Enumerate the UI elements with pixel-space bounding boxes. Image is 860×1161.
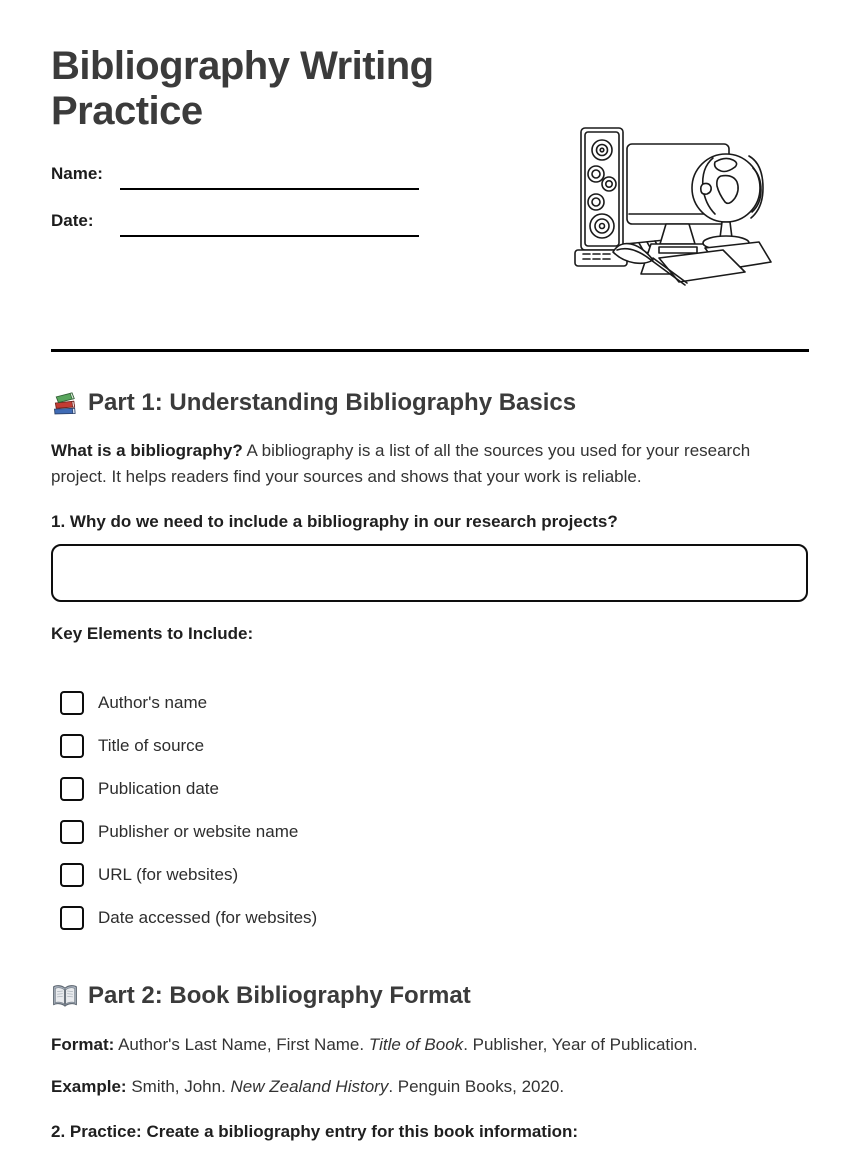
checkbox-publication-date[interactable] — [60, 777, 84, 801]
date-input-line[interactable] — [120, 235, 419, 237]
checkbox-title-of-source[interactable] — [60, 734, 84, 758]
computer-globe-clipart — [563, 122, 773, 295]
format-line — [51, 1033, 796, 1057]
format-label: Format: — [51, 1035, 115, 1054]
section-divider — [51, 349, 809, 352]
checkbox-url[interactable] — [60, 863, 84, 887]
checkbox-label: Date accessed (for websites) — [98, 908, 318, 927]
question-1: 1. Why do we need to include a bibliography in our research projects? — [51, 512, 618, 531]
format-title-italic: Title of Book — [368, 1035, 464, 1054]
format-text-2: . Publisher, Year of Publication. — [463, 1035, 698, 1054]
checkbox-publisher-website[interactable] — [60, 820, 84, 844]
key-elements-heading: Key Elements to Include: — [51, 624, 254, 643]
page-title: Bibliography Writing Practice — [51, 44, 434, 133]
example-text-2: . Penguin Books, 2020. — [388, 1077, 565, 1096]
name-input-line[interactable] — [120, 188, 419, 190]
example-label: Example: — [51, 1077, 127, 1096]
checkbox-label: Publisher or website name — [98, 822, 299, 841]
checklist-row — [60, 734, 317, 758]
intro-text: A bibliography is a list of all the sources you used for your research project. It helps readers find your sources and shows that your work is reliable. — [51, 441, 751, 486]
checklist-row — [60, 906, 317, 930]
question-2: 2. Practice: Create a bibliography entry for this book information: — [51, 1122, 579, 1141]
answer-box-q1[interactable] — [51, 544, 808, 602]
bibliography-definition — [51, 438, 796, 490]
checkbox-date-accessed[interactable] — [60, 906, 84, 930]
name-label: Name: — [51, 164, 103, 183]
checklist-row — [60, 863, 317, 887]
example-title-italic: New Zealand History — [230, 1077, 389, 1096]
checkbox-label: Publication date — [98, 779, 219, 798]
checkbox-label: URL (for websites) — [98, 865, 239, 884]
books-stack-icon — [51, 389, 79, 417]
open-book-icon — [51, 982, 79, 1010]
date-label: Date: — [51, 211, 94, 230]
checkbox-label: Title of source — [98, 736, 205, 755]
example-text-1: Smith, John. — [126, 1077, 231, 1096]
checkbox-label: Author's name — [98, 693, 208, 712]
intro-question-bold: What is a bibliography? — [51, 441, 243, 460]
part1-heading — [51, 388, 576, 418]
part1-heading-text: Part 1: Understanding Bibliography Basics — [88, 389, 577, 416]
checklist-row — [60, 691, 317, 715]
part2-heading — [51, 981, 471, 1011]
example-line — [51, 1075, 796, 1099]
part2-heading-text: Part 2: Book Bibliography Format — [88, 982, 471, 1009]
format-text-1: Author's Last Name, First Name. — [114, 1035, 369, 1054]
checklist-row — [60, 820, 317, 844]
checklist-row — [60, 777, 317, 801]
checkbox-authors-name[interactable] — [60, 691, 84, 715]
key-elements-checklist — [60, 691, 317, 930]
